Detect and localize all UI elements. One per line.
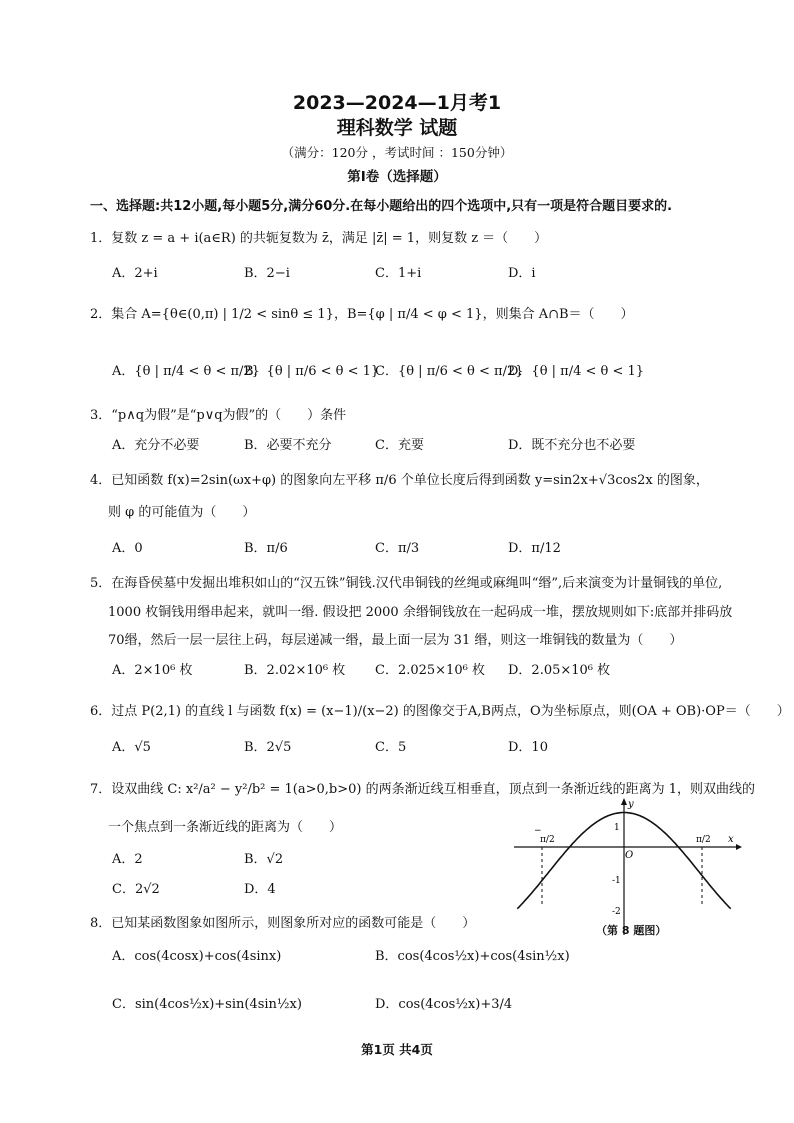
exam-subtitle: 理科数学 试题 [336,117,458,139]
ytick-m2: -2 [612,907,621,917]
q6-option-b: B．2√5 [244,740,292,755]
question-5-stem-line2: 1000 枚铜钱用缗串起来，就叫一缗. 假设把 2000 余缗铜钱放在一起码成一堆，摆放规则如下:底部并排码放 [108,605,733,620]
q2-option-a: A．{θ | π/4 < θ < π/2} [112,364,260,379]
q3-option-c: C．充要 [375,438,424,453]
q7-option-c: C．2√2 [112,882,160,897]
question-6-stem: 6．过点 P(2,1) 的直线 l 与函数 f(x) = (x−1)/(x−2) 的图像交于A,B两点，O为坐标原点，则(OA + OB)·OP＝（ ） [90,704,790,719]
question-5-stem: 5．在海昏侯墓中发掘出堆积如山的“汉五铢”铜钱.汉代串铜钱的丝绳或麻绳叫“缗”,后来演变为计量铜钱的单位, [90,576,723,591]
q7-option-d: D．4 [244,882,276,897]
x-axis-arrow [736,844,742,850]
origin-label: O [625,850,634,861]
q8-option-c: C．sin(4cos½x)+sin(4sin½x) [112,997,302,1012]
tick-right-label: π/2 [696,835,711,845]
question-7-stem-line2: 一个焦点到一条渐近线的距离为（ ） [108,820,343,835]
q6-option-a: A．√5 [112,740,151,755]
question-4-stem: 4．已知函数 f(x)=2sin(ωx+φ) 的图象向左平移 π/6 个单位长度后得到函数 y=sin2x+√3cos2x 的图象， [90,473,709,488]
ytick-1: 1 [614,823,620,833]
page-number: 第1页 共4页 [361,1042,433,1057]
q1-option-d: D．i [508,266,536,281]
q8-option-d: D．cos(4cos½x)+3/4 [375,997,513,1012]
q5-option-a: A．2×10⁶ 枚 [112,663,193,678]
x-axis-label: x [728,834,734,845]
question-4-stem-line2: 则 φ 的可能值为（ ） [108,505,256,520]
q1-option-b: B．2−i [244,266,290,281]
q4-option-a: A．0 [112,541,143,556]
q7-option-b: B．√2 [244,852,284,867]
ytick-m1: -1 [612,876,621,886]
part-heading: 第Ⅰ卷（选择题） [347,169,447,185]
y-axis-arrow [621,798,627,805]
q4-option-d: D．π/12 [508,541,561,556]
q5-option-d: D．2.05×10⁶ 枚 [508,663,611,678]
question-8-graph [512,795,742,940]
q2-option-c: C．{θ | π/6 < θ < π/2} [375,364,524,379]
q3-option-d: D．既不充分也不必要 [508,438,636,453]
q3-option-a: A．充分不必要 [112,438,200,453]
q8-option-a: A．cos(4cosx)+cos(4sinx) [112,949,282,964]
y-axis-label: y [628,799,634,810]
q1-option-a: A．2+i [112,266,158,281]
figure-caption: （第 8 题图） [596,924,667,937]
section-instructions: 一、选择题:共12小题,每小题5分,满分60分.在每小题给出的四个选项中,只有一项是符合题目要求的. [90,199,673,214]
q2-option-d: D．{θ | π/4 < θ < 1} [508,364,645,379]
q3-option-b: B．必要不充分 [244,438,332,453]
tick-left-sign: − [534,826,542,836]
question-2-stem: 2．集合 A={θ∈(0,π) | 1/2 < sinθ ≤ 1}，B={φ | π/4 < φ < 1}，则集合 A∩B＝（ ） [90,307,634,322]
tick-left-label: π/2 [540,835,555,845]
exam-meta: （满分：120分 ，考试时间 ：150分钟） [281,145,513,160]
question-8-stem: 8．已知某函数图象如图所示，则图象所对应的函数可能是（ ） [90,916,476,931]
exam-title: 2023—2024—1月考1 [292,92,502,114]
q4-option-b: B．π/6 [244,541,288,556]
question-7-stem: 7．设双曲线 C: x²/a² − y²/b² = 1(a>0,b>0) 的两条渐近线互相垂直，顶点到一条渐近线的距离为 1，则双曲线的 [90,782,756,797]
question-1-stem: 1．复数 z = a + i(a∈R) 的共轭复数为 z̄，满足 |z̄| = 1，则复数 z ＝（ ） [90,231,548,246]
q8-option-b: B．cos(4cos½x)+cos(4sin½x) [375,949,570,964]
q5-option-b: B．2.02×10⁶ 枚 [244,663,346,678]
q6-option-d: D．10 [508,740,548,755]
q6-option-c: C．5 [375,740,407,755]
question-3-stem: 3．“p∧q为假”是“p∨q为假”的（ ）条件 [90,408,347,423]
q2-option-b: B．{θ | π/6 < θ < 1} [244,364,380,379]
q4-option-c: C．π/3 [375,541,420,556]
q1-option-c: C．1+i [375,266,422,281]
q5-option-c: C．2.025×10⁶ 枚 [375,663,485,678]
question-5-stem-line3: 70缗，然后一层一层往上码，每层递减一缗，最上面一层为 31 缗，则这一堆铜钱的数量为（ ） [108,633,683,648]
q7-option-a: A．2 [112,852,143,867]
